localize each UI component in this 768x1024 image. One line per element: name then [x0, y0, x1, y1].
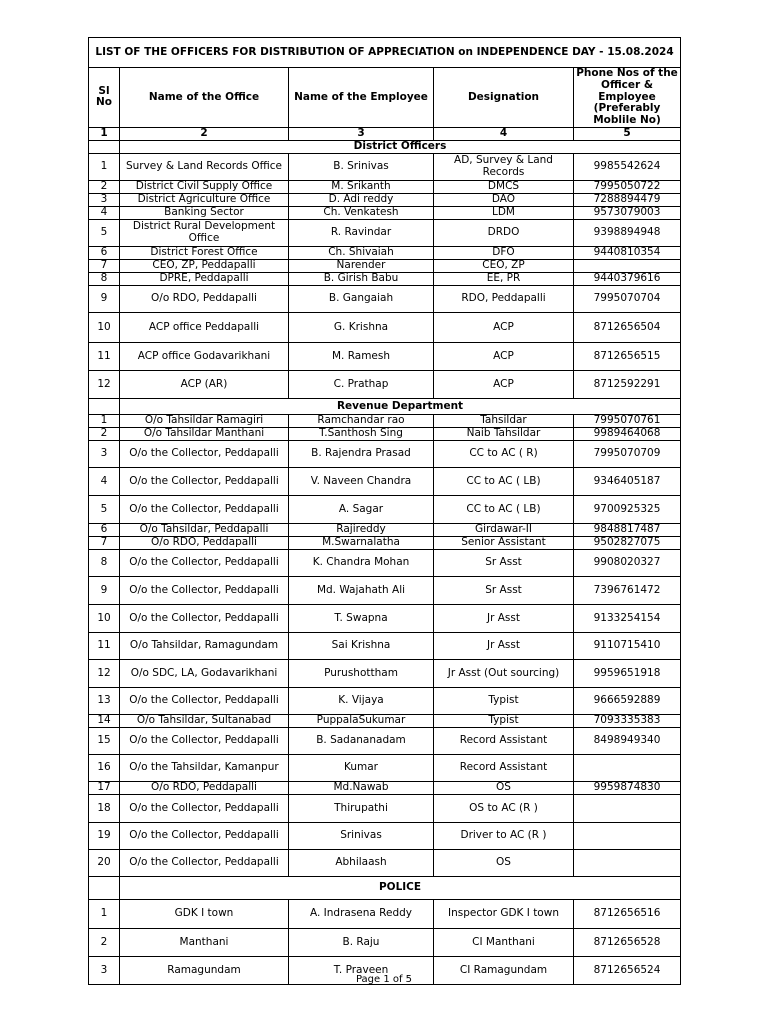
office-cell: O/o the Collector, Peddapalli: [120, 549, 289, 576]
table-row: [89, 604, 681, 632]
header-employee: Name of the Employee: [289, 68, 434, 128]
section-blank-cell: [89, 398, 120, 414]
phone-cell: 9959874830: [574, 781, 681, 794]
employee-cell: B. Raju: [289, 928, 434, 956]
table-row: [89, 727, 681, 754]
sl-no-cell: 14: [89, 714, 120, 727]
table-row: [89, 632, 681, 659]
sl-no-cell: 12: [89, 659, 120, 687]
document-title: LIST OF THE OFFICERS FOR DISTRIBUTION OF APPRECIATION on INDEPENDENCE DAY - 15.08.2024: [89, 38, 681, 68]
designation-cell: Typist: [434, 714, 574, 727]
employee-cell: Narender: [289, 259, 434, 272]
designation-cell: Driver to AC (R ): [434, 822, 574, 849]
designation-cell: ACP: [434, 342, 574, 370]
designation-cell: Typist: [434, 687, 574, 714]
header-office: Name of the Office: [120, 68, 289, 128]
sl-no-cell: 13: [89, 687, 120, 714]
table-row: [89, 928, 681, 956]
sl-no-cell: 1: [89, 899, 120, 928]
sl-no-cell: 8: [89, 549, 120, 576]
phone-cell: 9700925325: [574, 495, 681, 523]
designation-cell: CI Manthani: [434, 928, 574, 956]
office-cell: O/o RDO, Peddapalli: [120, 285, 289, 312]
table-row: [89, 781, 681, 794]
column-number: 1: [89, 127, 120, 140]
sl-no-cell: 12: [89, 370, 120, 398]
sl-no-cell: 17: [89, 781, 120, 794]
designation-cell: CC to AC ( LB): [434, 467, 574, 495]
office-cell: DPRE, Peddapalli: [120, 272, 289, 285]
designation-cell: DRDO: [434, 219, 574, 246]
phone-cell: 9110715410: [574, 632, 681, 659]
table-row: [89, 899, 681, 928]
employee-cell: Srinivas: [289, 822, 434, 849]
table-row: [89, 427, 681, 440]
designation-cell: CEO, ZP: [434, 259, 574, 272]
designation-cell: OS to AC (R ): [434, 794, 574, 822]
designation-cell: DMCS: [434, 180, 574, 193]
office-cell: Ramagundam: [120, 956, 289, 984]
designation-cell: Girdawar-II: [434, 523, 574, 536]
employee-cell: B. Gangaiah: [289, 285, 434, 312]
phone-cell: 8712592291: [574, 370, 681, 398]
table-row: [89, 285, 681, 312]
header-phone: Phone Nos of the Officer & Employee (Preferably Moblile No): [574, 68, 681, 128]
employee-cell: Ch. Shivaiah: [289, 246, 434, 259]
section-title: District Officers: [120, 140, 681, 153]
table-row: [89, 246, 681, 259]
sl-no-cell: 4: [89, 206, 120, 219]
office-cell: O/o the Collector, Peddapalli: [120, 727, 289, 754]
phone-cell: 9985542624: [574, 153, 681, 180]
employee-cell: M.Swarnalatha: [289, 536, 434, 549]
employee-cell: B. Girish Babu: [289, 272, 434, 285]
table-row: [89, 342, 681, 370]
phone-cell: 7396761472: [574, 576, 681, 604]
sl-no-cell: 1: [89, 414, 120, 427]
phone-cell: 8712656515: [574, 342, 681, 370]
sl-no-cell: 2: [89, 180, 120, 193]
table-row: [89, 440, 681, 467]
designation-cell: Jr Asst: [434, 604, 574, 632]
sl-no-cell: 1: [89, 153, 120, 180]
phone-cell: 7093335383: [574, 714, 681, 727]
office-cell: O/o Tahsildar, Peddapalli: [120, 523, 289, 536]
sl-no-cell: 2: [89, 928, 120, 956]
table-row: [89, 219, 681, 246]
designation-cell: DAO: [434, 193, 574, 206]
table-row: [89, 467, 681, 495]
office-cell: O/o RDO, Peddapalli: [120, 536, 289, 549]
section-title: Revenue Department: [120, 398, 681, 414]
phone-cell: 9666592889: [574, 687, 681, 714]
office-cell: Manthani: [120, 928, 289, 956]
office-cell: O/o the Collector, Peddapalli: [120, 687, 289, 714]
office-cell: O/o the Collector, Peddapalli: [120, 794, 289, 822]
employee-cell: Md. Wajahath Ali: [289, 576, 434, 604]
sl-no-cell: 11: [89, 632, 120, 659]
designation-cell: DFO: [434, 246, 574, 259]
table-row: [89, 549, 681, 576]
employee-cell: Kumar: [289, 754, 434, 781]
employee-cell: PuppalaSukumar: [289, 714, 434, 727]
designation-cell: Record Assistant: [434, 754, 574, 781]
office-cell: O/o the Collector, Peddapalli: [120, 849, 289, 876]
phone-cell: 9573079003: [574, 206, 681, 219]
office-cell: CEO, ZP, Peddapalli: [120, 259, 289, 272]
office-cell: O/o the Collector, Peddapalli: [120, 495, 289, 523]
section-header-row: [89, 876, 681, 899]
office-cell: District Civil Supply Office: [120, 180, 289, 193]
employee-cell: K. Chandra Mohan: [289, 549, 434, 576]
sl-no-cell: 10: [89, 312, 120, 342]
designation-cell: Naib Tahsildar: [434, 427, 574, 440]
employee-cell: Md.Nawab: [289, 781, 434, 794]
employee-cell: T. Praveen: [289, 956, 434, 984]
office-cell: District Forest Office: [120, 246, 289, 259]
section-header-row: [89, 140, 681, 153]
designation-cell: AD, Survey & Land Records: [434, 153, 574, 180]
designation-cell: OS: [434, 781, 574, 794]
employee-cell: Ramchandar rao: [289, 414, 434, 427]
designation-cell: CC to AC ( R): [434, 440, 574, 467]
phone-cell: 9133254154: [574, 604, 681, 632]
phone-cell: 7288894479: [574, 193, 681, 206]
table-row: [89, 822, 681, 849]
designation-cell: Jr Asst: [434, 632, 574, 659]
office-cell: O/o the Collector, Peddapalli: [120, 440, 289, 467]
table-row: [89, 370, 681, 398]
sl-no-cell: 9: [89, 576, 120, 604]
office-cell: GDK I town: [120, 899, 289, 928]
designation-cell: Record Assistant: [434, 727, 574, 754]
title-row: [89, 38, 681, 68]
sl-no-cell: 6: [89, 246, 120, 259]
officers-table: [88, 37, 681, 985]
employee-cell: T.Santhosh Sing: [289, 427, 434, 440]
table-row: [89, 687, 681, 714]
office-cell: ACP office Peddapalli: [120, 312, 289, 342]
designation-cell: Sr Asst: [434, 576, 574, 604]
designation-cell: ACP: [434, 370, 574, 398]
office-cell: O/o Tahsildar, Sultanabad: [120, 714, 289, 727]
phone-cell: [574, 822, 681, 849]
column-number: 5: [574, 127, 681, 140]
sl-no-cell: 4: [89, 467, 120, 495]
employee-cell: Rajireddy: [289, 523, 434, 536]
column-number: 3: [289, 127, 434, 140]
phone-cell: 8712656524: [574, 956, 681, 984]
phone-cell: 8712656504: [574, 312, 681, 342]
sl-no-cell: 5: [89, 219, 120, 246]
table-row: [89, 794, 681, 822]
office-cell: O/o Tahsildar, Ramagundam: [120, 632, 289, 659]
office-cell: O/o Tahsildar Manthani: [120, 427, 289, 440]
phone-cell: 8712656528: [574, 928, 681, 956]
phone-cell: 9989464068: [574, 427, 681, 440]
office-cell: O/o Tahsildar Ramagiri: [120, 414, 289, 427]
section-title: POLICE: [120, 876, 681, 899]
office-cell: O/o the Collector, Peddapalli: [120, 604, 289, 632]
employee-cell: Sai Krishna: [289, 632, 434, 659]
designation-cell: OS: [434, 849, 574, 876]
table-row: [89, 714, 681, 727]
office-cell: O/o the Collector, Peddapalli: [120, 576, 289, 604]
table-row: [89, 754, 681, 781]
employee-cell: V. Naveen Chandra: [289, 467, 434, 495]
phone-cell: 8498949340: [574, 727, 681, 754]
employee-cell: T. Swapna: [289, 604, 434, 632]
header-row: [89, 68, 681, 128]
phone-cell: 9440810354: [574, 246, 681, 259]
phone-cell: 9346405187: [574, 467, 681, 495]
table-row: [89, 259, 681, 272]
phone-cell: 9848817487: [574, 523, 681, 536]
sl-no-cell: 3: [89, 956, 120, 984]
employee-cell: G. Krishna: [289, 312, 434, 342]
office-cell: O/o the Tahsildar, Kamanpur: [120, 754, 289, 781]
column-number-row: [89, 127, 681, 140]
office-cell: ACP (AR): [120, 370, 289, 398]
sl-no-cell: 16: [89, 754, 120, 781]
sl-no-cell: 9: [89, 285, 120, 312]
table-row: [89, 414, 681, 427]
phone-cell: 8712656516: [574, 899, 681, 928]
table-row: [89, 193, 681, 206]
office-cell: District Agriculture Office: [120, 193, 289, 206]
phone-cell: 9959651918: [574, 659, 681, 687]
employee-cell: D. Adi reddy: [289, 193, 434, 206]
table-row: [89, 659, 681, 687]
header-sl-no: Sl No: [89, 68, 120, 128]
employee-cell: Purushottham: [289, 659, 434, 687]
phone-cell: 7995070709: [574, 440, 681, 467]
designation-cell: Inspector GDK I town: [434, 899, 574, 928]
sl-no-cell: 2: [89, 427, 120, 440]
column-number: 2: [120, 127, 289, 140]
column-number: 4: [434, 127, 574, 140]
employee-cell: A. Indrasena Reddy: [289, 899, 434, 928]
phone-cell: 9440379616: [574, 272, 681, 285]
phone-cell: 7995070761: [574, 414, 681, 427]
designation-cell: CC to AC ( LB): [434, 495, 574, 523]
designation-cell: Sr Asst: [434, 549, 574, 576]
table-row: [89, 153, 681, 180]
phone-cell: 9502827075: [574, 536, 681, 549]
office-cell: District Rural Development Office: [120, 219, 289, 246]
sl-no-cell: 18: [89, 794, 120, 822]
phone-cell: [574, 794, 681, 822]
sl-no-cell: 15: [89, 727, 120, 754]
phone-cell: [574, 849, 681, 876]
table-row: [89, 536, 681, 549]
phone-cell: 7995050722: [574, 180, 681, 193]
table-row: [89, 523, 681, 536]
designation-cell: RDO, Peddapalli: [434, 285, 574, 312]
employee-cell: M. Ramesh: [289, 342, 434, 370]
employee-cell: Abhilaash: [289, 849, 434, 876]
phone-cell: 9398894948: [574, 219, 681, 246]
section-header-row: [89, 398, 681, 414]
employee-cell: B. Rajendra Prasad: [289, 440, 434, 467]
sl-no-cell: 3: [89, 193, 120, 206]
section-blank-cell: [89, 140, 120, 153]
table-row: [89, 849, 681, 876]
office-cell: Survey & Land Records Office: [120, 153, 289, 180]
employee-cell: B. Srinivas: [289, 153, 434, 180]
office-cell: O/o RDO, Peddapalli: [120, 781, 289, 794]
phone-cell: 7995070704: [574, 285, 681, 312]
employee-cell: Ch. Venkatesh: [289, 206, 434, 219]
employee-cell: B. Sadananadam: [289, 727, 434, 754]
sl-no-cell: 8: [89, 272, 120, 285]
designation-cell: LDM: [434, 206, 574, 219]
designation-cell: Jr Asst (Out sourcing): [434, 659, 574, 687]
employee-cell: C. Prathap: [289, 370, 434, 398]
designation-cell: Senior Assistant: [434, 536, 574, 549]
sl-no-cell: 7: [89, 259, 120, 272]
employee-cell: Thirupathi: [289, 794, 434, 822]
sl-no-cell: 7: [89, 536, 120, 549]
table-row: [89, 495, 681, 523]
phone-cell: [574, 259, 681, 272]
sl-no-cell: 20: [89, 849, 120, 876]
table-row: [89, 206, 681, 219]
office-cell: ACP office Godavarikhani: [120, 342, 289, 370]
table-row: [89, 312, 681, 342]
designation-cell: CI Ramagundam: [434, 956, 574, 984]
sl-no-cell: 11: [89, 342, 120, 370]
designation-cell: Tahsildar: [434, 414, 574, 427]
table-row: [89, 576, 681, 604]
office-cell: O/o the Collector, Peddapalli: [120, 822, 289, 849]
sl-no-cell: 5: [89, 495, 120, 523]
designation-cell: ACP: [434, 312, 574, 342]
sl-no-cell: 10: [89, 604, 120, 632]
table-row: [89, 180, 681, 193]
sl-no-cell: 19: [89, 822, 120, 849]
phone-cell: [574, 754, 681, 781]
sl-no-cell: 6: [89, 523, 120, 536]
section-blank-cell: [89, 876, 120, 899]
header-designation: Designation: [434, 68, 574, 128]
office-cell: O/o the Collector, Peddapalli: [120, 467, 289, 495]
employee-cell: K. Vijaya: [289, 687, 434, 714]
designation-cell: EE, PR: [434, 272, 574, 285]
employee-cell: A. Sagar: [289, 495, 434, 523]
employee-cell: R. Ravindar: [289, 219, 434, 246]
phone-cell: 9908020327: [574, 549, 681, 576]
page-footer: Page 1 of 5: [355, 974, 413, 985]
sl-no-cell: 3: [89, 440, 120, 467]
employee-cell: M. Srikanth: [289, 180, 434, 193]
table-row: [89, 272, 681, 285]
office-cell: O/o SDC, LA, Godavarikhani: [120, 659, 289, 687]
office-cell: Banking Sector: [120, 206, 289, 219]
